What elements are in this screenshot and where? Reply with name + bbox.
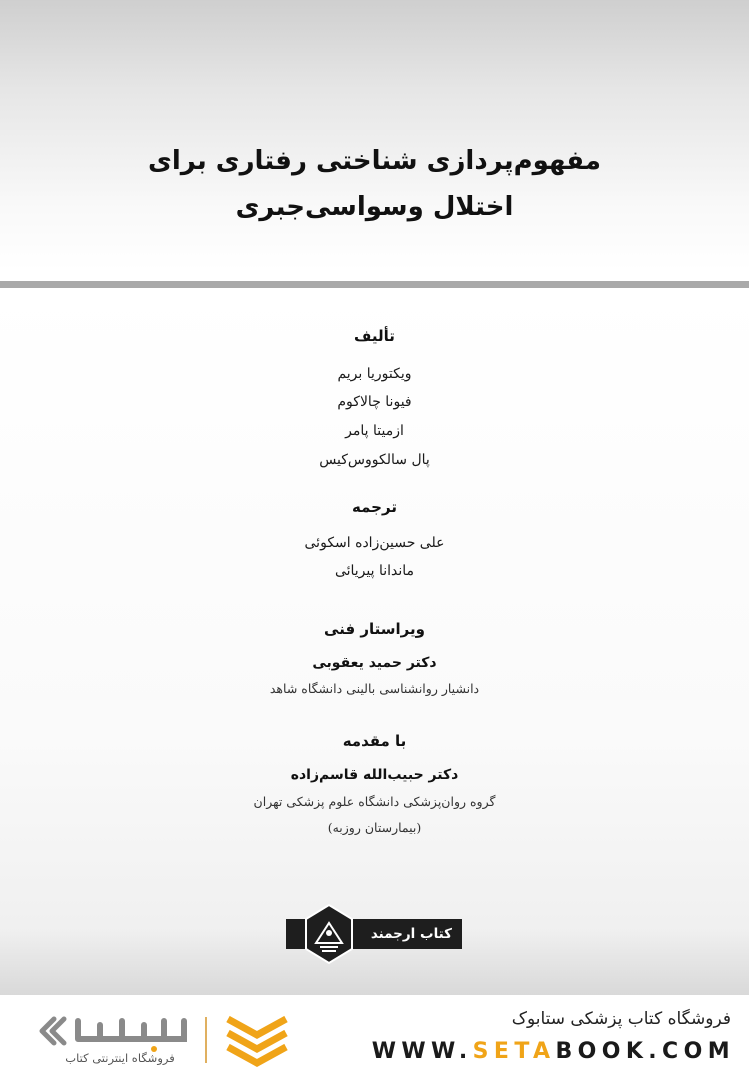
author-name: پال سالکووس‌کیس bbox=[319, 452, 430, 468]
author-name: فیونا چالاکوم bbox=[337, 394, 412, 410]
store-name: فروشگاه کتاب پزشکی ستابوک bbox=[511, 1009, 731, 1029]
technical-editor-affiliation: دانشیار روانشناسی بالینی دانشگاه شاهد bbox=[269, 681, 480, 696]
author-name: ازمیتا پامر bbox=[345, 423, 404, 439]
foreword-affiliation: گروه روان‌پزشکی دانشگاه علوم پزشکی تهران bbox=[253, 794, 496, 809]
publisher-emblem-icon bbox=[302, 903, 356, 965]
author-name: ویکتوریا بریم bbox=[337, 366, 412, 382]
book-title-line-1: مفهوم‌پردازی شناختی رفتاری برای bbox=[148, 146, 601, 176]
logo-tagline: فروشگاه اینترنتی کتاب bbox=[65, 1051, 175, 1065]
url-prefix: WWW. bbox=[371, 1039, 473, 1064]
setabook-logo-mark-icon bbox=[222, 1009, 292, 1069]
foreword-hospital: (بیمارستان روزبه) bbox=[327, 820, 422, 835]
logo-separator bbox=[205, 1017, 207, 1063]
translator-name: ماندانا پیریائی bbox=[334, 563, 415, 579]
url-suffix: BOOK.COM bbox=[555, 1039, 735, 1064]
url-highlight: SETA bbox=[472, 1039, 556, 1064]
store-url-link[interactable] bbox=[372, 1039, 735, 1064]
section-divider bbox=[0, 281, 749, 288]
setabook-wordmark-logo bbox=[34, 1009, 202, 1055]
translation-heading: ترجمه bbox=[352, 498, 397, 516]
technical-editor-name: دکتر حمید یعقوبی bbox=[312, 655, 437, 671]
publisher-name: کتاب ارجمند bbox=[370, 926, 452, 942]
store-footer bbox=[0, 995, 749, 1079]
book-title-line-2: اختلال وسواسی‌جبری bbox=[235, 192, 514, 222]
foreword-heading: با مقدمه bbox=[342, 732, 407, 750]
translator-name: علی حسین‌زاده اسکوئی bbox=[304, 535, 445, 551]
technical-editor-heading: ویراستار فنی bbox=[324, 620, 425, 638]
authors-heading: تألیف bbox=[354, 327, 395, 345]
foreword-author-name: دکتر حبیب‌الله قاسم‌زاده bbox=[290, 767, 459, 783]
